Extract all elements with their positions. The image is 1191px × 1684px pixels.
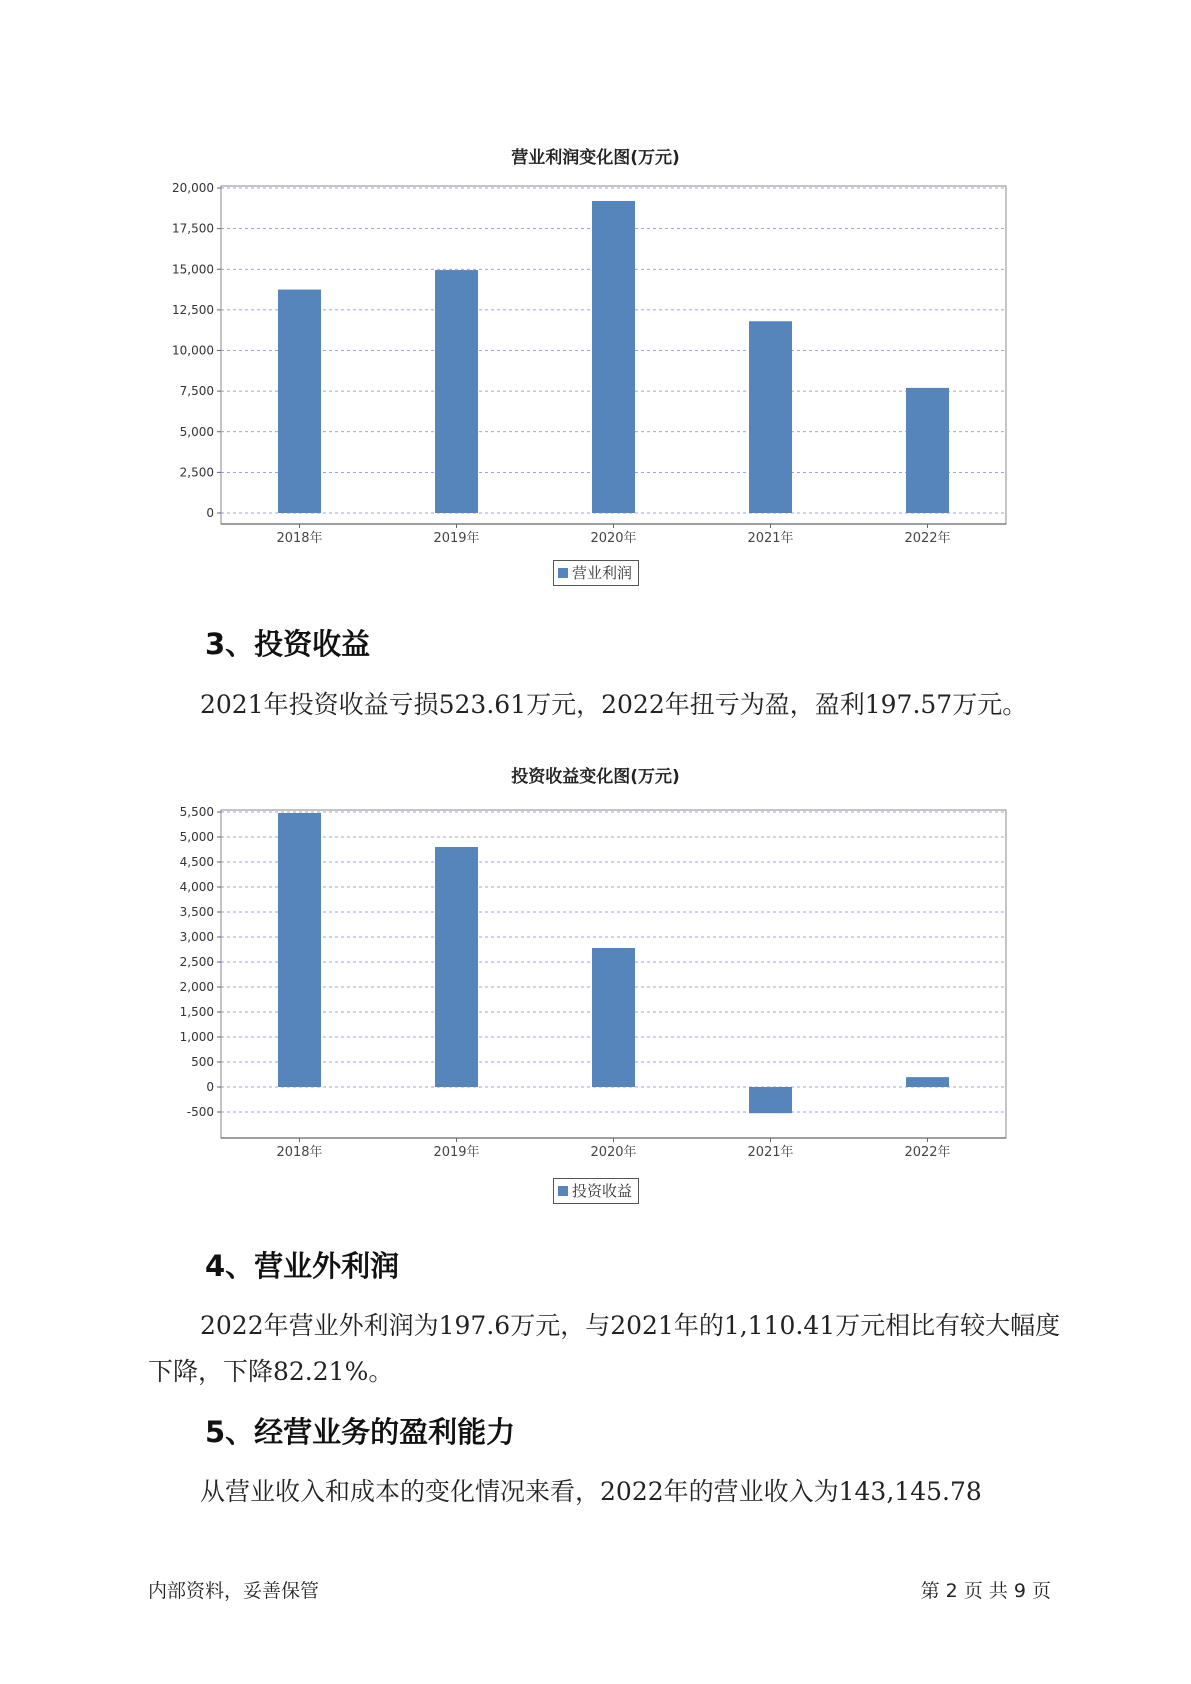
y-tick-label: 3,500 — [179, 905, 214, 919]
y-tick-label: 7,500 — [179, 384, 214, 399]
y-tick-label: 3,000 — [179, 930, 214, 944]
bar-2020年 — [592, 948, 635, 1087]
y-tick-label: 12,500 — [172, 302, 214, 317]
x-tick-label: 2018年 — [276, 1145, 323, 1160]
y-tick-label: 17,500 — [172, 221, 214, 236]
y-tick-label: 5,500 — [179, 805, 214, 819]
y-tick-label: 4,000 — [179, 880, 214, 894]
section-5-heading: 5、经营业务的盈利能力 — [205, 1415, 516, 1449]
y-tick-label: 2,000 — [179, 980, 214, 994]
chart-title-operating-profit: 营业利润变化图(万元) — [511, 148, 680, 168]
x-tick-label: 2020年 — [590, 1145, 637, 1160]
chart-title-investment-income: 投资收益变化图(万元) — [511, 767, 680, 787]
bar-2018年 — [278, 813, 321, 1087]
bar-2022年 — [906, 1077, 949, 1087]
section-4-paragraph: 2022年营业外利润为197.6万元，与2021年的1,110.41万元相比有较大幅度下降，下降82.21%。 — [148, 1311, 1061, 1386]
chart-operating-profit — [0, 160, 1191, 560]
x-tick-label: 2019年 — [433, 531, 480, 546]
y-tick-label: 10,000 — [172, 343, 214, 358]
x-tick-label: 2021年 — [747, 1145, 794, 1160]
section-3-paragraph: 2021年投资收益亏损523.61万元，2022年扭亏为盈，盈利197.57万元。 — [200, 690, 1028, 719]
y-tick-label: 500 — [191, 1055, 214, 1069]
legend-swatch — [558, 568, 568, 578]
chart-investment-income — [0, 780, 1191, 1180]
y-tick-label: 4,500 — [179, 855, 214, 869]
y-tick-label: 2,500 — [179, 955, 214, 969]
y-tick-label: 20,000 — [172, 181, 214, 195]
footer-confidential-note: 内部资料，妥善保管 — [148, 1580, 320, 1602]
bar-2018年 — [278, 290, 321, 513]
y-tick-label: 2,500 — [179, 465, 214, 480]
y-tick-label: -500 — [186, 1105, 214, 1119]
chart-legend-investment-income — [553, 1178, 639, 1204]
y-tick-label: 1,000 — [179, 1030, 214, 1044]
y-tick-label: 5,000 — [179, 830, 214, 844]
legend-label: 投资收益 — [572, 1182, 633, 1200]
x-tick-label: 2021年 — [747, 531, 794, 546]
section-4-heading: 4、营业外利润 — [205, 1249, 400, 1283]
bar-2021年 — [749, 321, 792, 513]
x-tick-label: 2020年 — [590, 531, 637, 546]
x-tick-label: 2018年 — [276, 531, 323, 546]
bar-2021年 — [749, 1087, 792, 1113]
y-tick-label: 0 — [206, 1080, 214, 1094]
y-tick-label: 5,000 — [179, 424, 214, 439]
bar-2020年 — [592, 201, 635, 513]
footer-page-number: 第 2 页 共 9 页 — [920, 1580, 1051, 1602]
bar-2022年 — [906, 388, 949, 513]
section-3-heading: 3、投资收益 — [205, 627, 371, 661]
legend-swatch — [558, 1186, 568, 1196]
bar-2019年 — [435, 270, 478, 513]
bar-2019年 — [435, 847, 478, 1087]
x-tick-label: 2022年 — [904, 1145, 951, 1160]
x-tick-label: 2019年 — [433, 1145, 480, 1160]
y-tick-label: 0 — [206, 506, 214, 520]
section-5-paragraph: 从营业收入和成本的变化情况来看，2022年的营业收入为143,145.78 — [200, 1477, 982, 1506]
x-tick-label: 2022年 — [904, 531, 951, 546]
legend-label: 营业利润 — [572, 564, 633, 582]
chart-legend-operating-profit — [553, 560, 639, 586]
y-tick-label: 1,500 — [179, 1005, 214, 1019]
y-tick-label: 15,000 — [172, 262, 214, 277]
